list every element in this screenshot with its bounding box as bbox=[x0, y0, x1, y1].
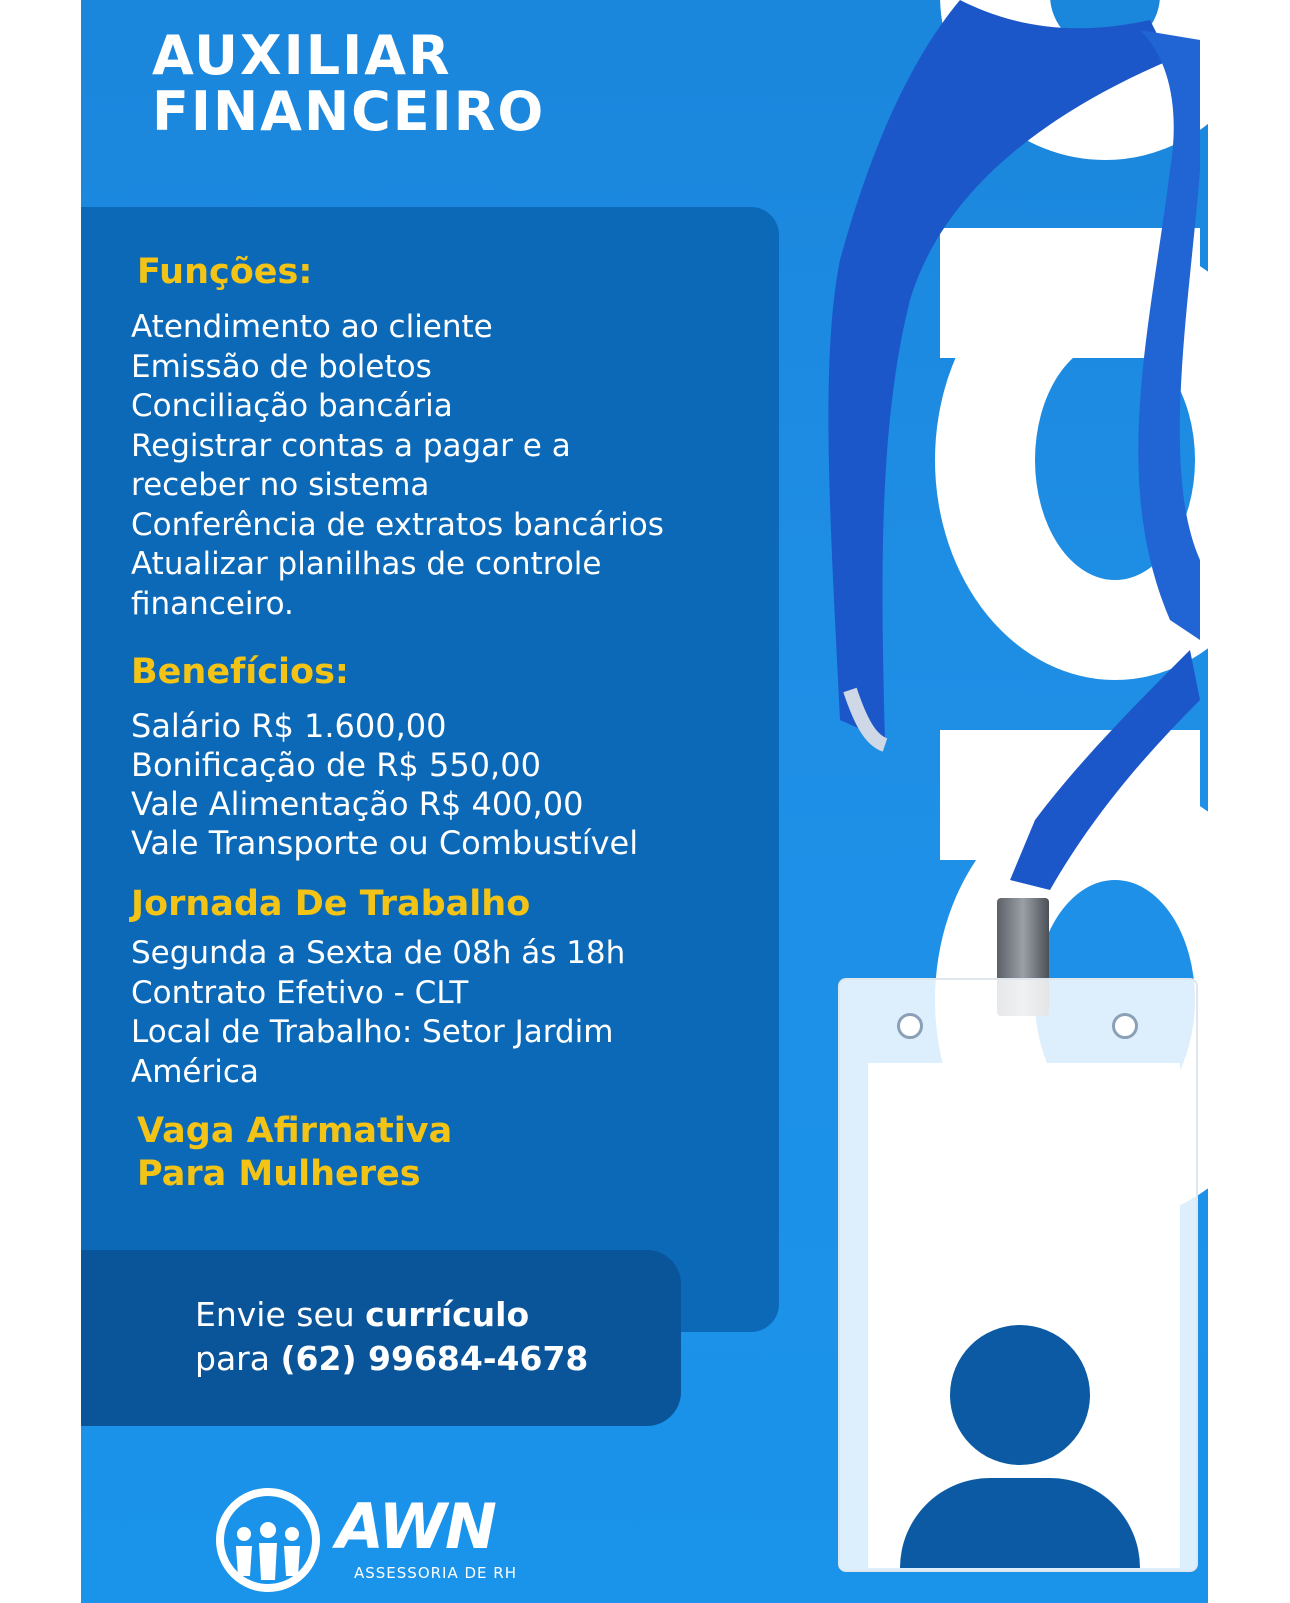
beneficios-list bbox=[131, 707, 638, 863]
list-item: receber no sistema bbox=[131, 467, 430, 503]
cta-phone: (62) 99684-4678 bbox=[280, 1339, 589, 1378]
cta-curriculo: currículo bbox=[365, 1295, 530, 1334]
list-item: América bbox=[131, 1053, 259, 1090]
list-item: Vale Alimentação R$ 400,00 bbox=[131, 785, 584, 823]
badge-hole bbox=[1112, 1013, 1138, 1039]
list-item: Registrar contas a pagar e a bbox=[131, 427, 571, 464]
people-circle-icon bbox=[216, 1488, 320, 1592]
avatar-head-icon bbox=[950, 1325, 1090, 1465]
badge-hole bbox=[897, 1013, 923, 1039]
list-item: Local de Trabalho: Setor Jardim bbox=[131, 1014, 614, 1050]
jornada-heading: Jornada De Trabalho bbox=[131, 884, 531, 924]
cta-text bbox=[195, 1293, 588, 1381]
cta-para: para bbox=[195, 1339, 281, 1378]
job-title-line1: AUXILIAR bbox=[152, 24, 452, 87]
left-margin bbox=[0, 0, 81, 1603]
right-margin bbox=[1208, 0, 1290, 1603]
list-item: Emissão de boletos bbox=[131, 348, 432, 385]
job-title bbox=[152, 24, 546, 143]
list-item: Bonificação de R$ 550,00 bbox=[131, 746, 541, 784]
logo-wordmark: AWN bbox=[336, 1490, 495, 1563]
list-item: Segunda a Sexta de 08h ás 18h bbox=[131, 935, 626, 971]
funcoes-list bbox=[131, 308, 664, 624]
list-item: Conciliação bancária bbox=[131, 388, 453, 424]
list-item: Salário R$ 1.600,00 bbox=[131, 707, 447, 745]
list-item: Contrato Efetivo - CLT bbox=[131, 974, 469, 1011]
beneficios-heading: Benefícios: bbox=[131, 652, 349, 692]
jornada-list bbox=[131, 934, 625, 1092]
logo-subtitle: ASSESSORIA DE RH bbox=[354, 1564, 518, 1582]
cta-prefix: Envie seu bbox=[195, 1295, 366, 1334]
lanyard-illustration bbox=[810, 0, 1210, 1040]
afirmativa-line1: Vaga Afirmativa bbox=[137, 1111, 453, 1151]
afirmativa-line2: Para Mulheres bbox=[137, 1154, 421, 1194]
list-item: Conferência de extratos bancários bbox=[131, 506, 664, 543]
list-item: Atualizar planilhas de controle bbox=[131, 546, 602, 582]
list-item: financeiro. bbox=[131, 585, 294, 622]
list-item: Vale Transporte ou Combustível bbox=[131, 824, 639, 862]
list-item: Atendimento ao cliente bbox=[131, 309, 493, 345]
funcoes-heading: Funções: bbox=[137, 252, 313, 292]
afirmativa-note bbox=[137, 1110, 452, 1196]
job-title-line2: FINANCEIRO bbox=[152, 80, 546, 143]
